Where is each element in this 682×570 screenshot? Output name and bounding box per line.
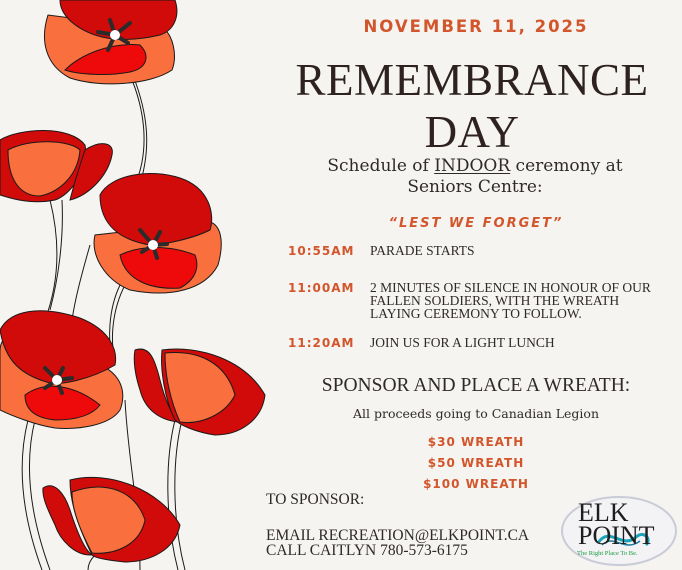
- schedule-subtitle: [275, 156, 675, 198]
- schedule-time: 11:00AM: [288, 281, 355, 295]
- page-title-line2: DAY: [424, 107, 520, 157]
- poppy-top: [44, 0, 176, 84]
- sponsor-heading: SPONSOR AND PLACE A WREATH:: [321, 375, 631, 396]
- contact-label: TO SPONSOR:: [266, 491, 365, 508]
- contact-email[interactable]: EMAIL RECREATION@ELKPOINT.CA: [266, 527, 530, 544]
- schedule-time: 11:20AM: [288, 336, 355, 350]
- subtitle-text: ceremony at: [510, 156, 623, 176]
- logo-tagline: The Right Place To Be.: [577, 550, 638, 557]
- proceeds-note: All proceeds going to Canadian Legion: [352, 406, 600, 421]
- subtitle-location: Seniors Centre:: [407, 177, 543, 197]
- poppy-middle: [94, 173, 221, 293]
- wreath-option: $50 WREATH: [427, 456, 525, 470]
- schedule-line: 2 MINUTES OF SILENCE IN HONOUR OF OUR: [370, 280, 651, 295]
- schedule-description: [370, 336, 680, 349]
- schedule-line: PARADE STARTS: [370, 243, 475, 258]
- schedule-time: 10:55AM: [288, 244, 355, 258]
- schedule-line: LAYING CEREMONY TO FOLLOW.: [370, 306, 582, 321]
- page-title-line1: REMEMBRANCE: [295, 55, 649, 105]
- poppy-bottom: [43, 477, 180, 562]
- subtitle-emphasis: INDOOR: [434, 156, 511, 176]
- poppy-right-lower: [134, 349, 265, 435]
- schedule-description: [370, 244, 680, 257]
- poppy-illustration: [0, 0, 270, 570]
- contact-phone[interactable]: CALL CAITLYN 780-573-6175: [266, 542, 468, 559]
- schedule-line: FALLEN SOLDIERS, WITH THE WREATH: [370, 293, 620, 308]
- schedule-description: [370, 281, 680, 320]
- poppy-lower-left: [0, 311, 123, 429]
- poppy-left-upper: [0, 130, 112, 201]
- motto: “LEST WE FORGET”: [388, 216, 564, 231]
- logo-text-elk: ELK: [578, 498, 629, 527]
- wreath-option: $100 WREATH: [423, 477, 529, 491]
- subtitle-text: Schedule of: [327, 156, 435, 176]
- logo-text-point: POINT: [578, 521, 655, 550]
- schedule-line: JOIN US FOR A LIGHT LUNCH: [370, 335, 555, 350]
- event-date: NOVEMBER 11, 2025: [363, 17, 589, 36]
- wreath-option: $30 WREATH: [427, 435, 525, 449]
- elk-point-logo: [560, 495, 678, 567]
